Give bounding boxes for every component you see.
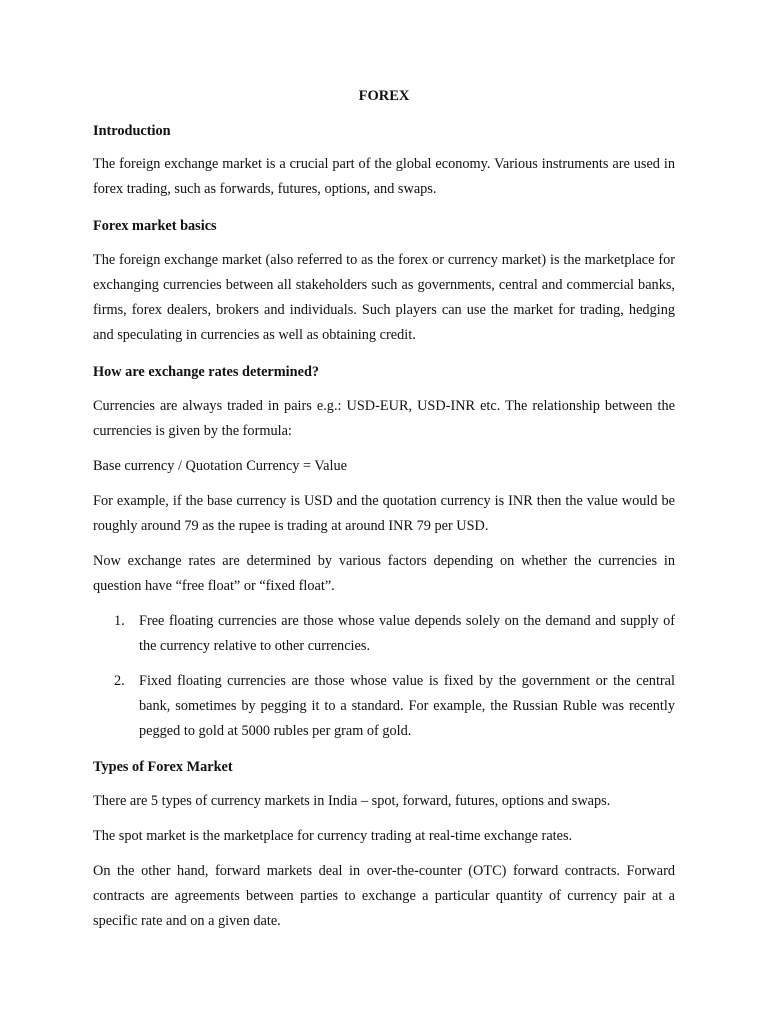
paragraph-rates-pairs: Currencies are always traded in pairs e.g.: USD-EUR, USD-INR etc. The relationship between the currencies is given by the formula: (93, 398, 675, 439)
section-heading-types: Types of Forex Market (93, 759, 233, 775)
section-heading-rates: How are exchange rates determined? (93, 364, 320, 380)
section-heading-basics: Forex market basics (93, 218, 217, 234)
paragraph-rates-factors: Now exchange rates are determined by various factors depending on whether the currencies in question have “free float” or “fixed float”. (93, 553, 675, 594)
list-item-number: 2. (114, 673, 125, 689)
page-title: FOREX (358, 88, 410, 104)
list-item-text: Fixed floating currencies are those whose value is fixed by the government or the central bank, sometimes by pegging it to a standard. For example, the Russian Ruble was recently pegged to gold at 5000 rubles per gram of gold. (139, 673, 675, 739)
paragraph-introduction: The foreign exchange market is a crucial part of the global economy. Various instruments are used in forex trading, such as forwards, futures, options, and swaps. (93, 156, 675, 197)
paragraph-types-forward: On the other hand, forward markets deal in over-the-counter (OTC) forward contracts. Forward contracts are agreements between parties to exchange a particular quantity of currency pair at a specific rate and on a given date. (93, 863, 675, 929)
list-item-text: Free floating currencies are those whose value depends solely on the demand and supply of the currency relative to other currencies. (139, 613, 675, 654)
list-item-number: 1. (114, 613, 125, 629)
section-heading-introduction: Introduction (93, 123, 171, 139)
paragraph-types-spot: The spot market is the marketplace for currency trading at real-time exchange rates. (93, 828, 573, 844)
paragraph-rates-example: For example, if the base currency is USD and the quotation currency is INR then the value would be roughly around 79 as the rupee is trading at around INR 79 per USD. (93, 493, 675, 534)
paragraph-types-list: There are 5 types of currency markets in India – spot, forward, futures, options and swaps. (93, 793, 611, 809)
paragraph-basics: The foreign exchange market (also referred to as the forex or currency market) is the marketplace for exchanging currencies between all stakeholders such as governments, central and commercial banks, firms, forex dealers, brokers and individuals. Such players can use the market for trading, hedging and speculating in currencies as well as obtaining credit. (93, 252, 675, 343)
formula-line: Base currency / Quotation Currency = Value (93, 458, 347, 474)
